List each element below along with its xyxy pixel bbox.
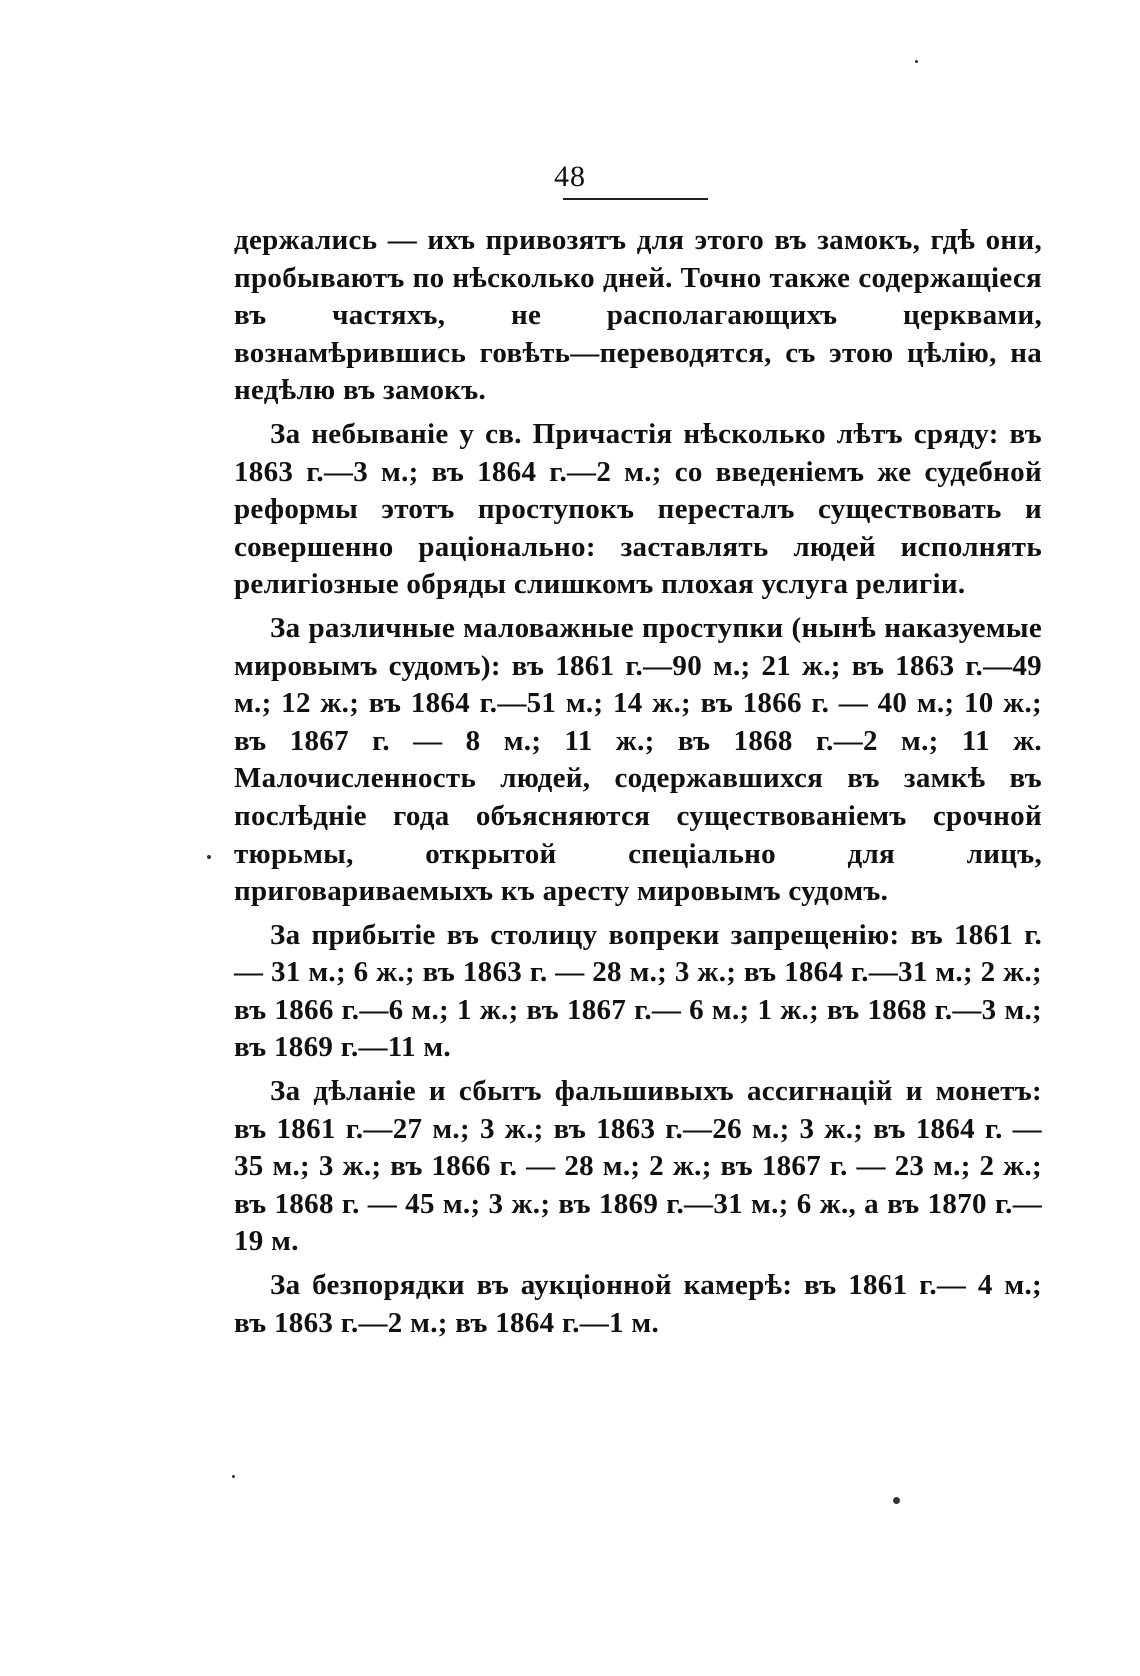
page-number: 48 — [554, 160, 586, 193]
body-text — [234, 222, 1042, 1342]
paragraph-1: держались — ихъ привозятъ для этого въ замокъ, гдѣ они, пробываютъ по нѣсколько дней. Точно также содержащіеся въ частяхъ, не располагающихъ церквами, вознамѣрившись говѣть—переводятся, съ этою цѣлію, на недѣлю въ замокъ. — [234, 224, 1042, 407]
paragraph-4: За прибытіе въ столицу вопреки запрещенію: въ 1861 г. — 31 м.; 6 ж.; въ 1863 г. — 28 м.; 3 ж.; въ 1864 г.—31 м.; 2 ж.; въ 1866 г.—6 м.; 1 ж.; въ 1867 г.— 6 м.; 1 ж.; въ 1868 г.—3 м.; въ 1869 г.—11 м. — [234, 918, 1042, 1064]
page-number-rule — [563, 198, 708, 200]
paragraph-3: За различные маловажные проступки (нынѣ наказуемые мировымъ судомъ): въ 1861 г.—90 м.; 21 ж.; въ 1863 г.—49 м.; 12 ж.; въ 1864 г.—51 м.; 14 ж.; въ 1866 г. — 40 м.; 10 ж.; въ 1867 г. — 8 м.; 11 ж.; въ 1868 г.—2 м.; 11 ж. Малочисленность людей, содержавшихся въ замкѣ въ послѣдніе года объясняются существованіемъ срочной тюрьмы, открытой спеціально для лицъ, приговариваемыхъ къ аресту мировымъ судомъ. — [234, 611, 1042, 908]
paragraph-5: За дѣланіе и сбытъ фальшивыхъ ассигнацій и монетъ: въ 1861 г.—27 м.; 3 ж.; въ 1863 г.—26 м.; 3 ж.; въ 1864 г. — 35 м.; 3 ж.; въ 1866 г. — 28 м.; 2 ж.; въ 1867 г. — 23 м.; 2 ж.; въ 1868 г. — 45 м.; 3 ж.; въ 1869 г.—31 м.; 6 ж., а въ 1870 г.—19 м. — [234, 1075, 1042, 1258]
paper-speck — [893, 1497, 900, 1504]
paragraph-2: За небываніе у св. Причастія нѣсколько лѣтъ сряду: въ 1863 г.—3 м.; въ 1864 г.—2 м.; со введеніемъ же судебной реформы этотъ проступокъ пересталъ существовать и совершенно раціонально: заставлять людей исполнять религіозные обряды слишкомъ плохая услуга религіи. — [234, 417, 1042, 601]
paper-speck — [232, 1475, 235, 1478]
paragraph-6: За безпорядки въ аукціонной камерѣ: въ 1861 г.— 4 м.; въ 1863 г.—2 м.; въ 1864 г.—1 м. — [234, 1269, 1042, 1339]
paper-speck — [207, 855, 211, 859]
paper-speck — [915, 60, 918, 63]
